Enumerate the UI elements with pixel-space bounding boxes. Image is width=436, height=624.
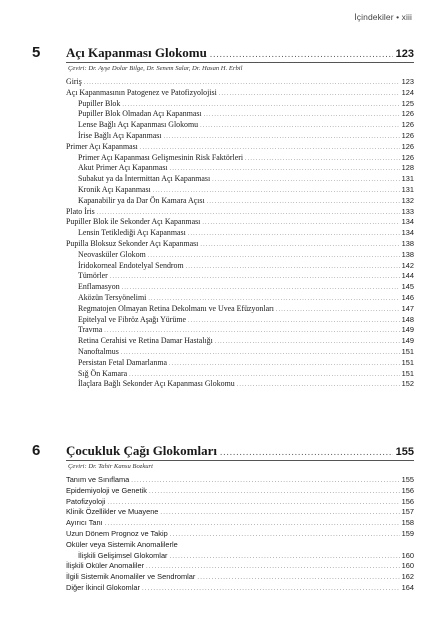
toc-entry-label: Pupilla Bloksuz Sekonder Açı Kapanması (66, 238, 199, 248)
toc-entry[interactable] (66, 207, 414, 218)
toc-entry[interactable] (66, 88, 414, 99)
toc-entry-page: 148 (401, 314, 414, 324)
toc-entry[interactable] (66, 507, 414, 518)
toc-entry-label: Patofizyoloji (66, 496, 106, 506)
toc-entry[interactable] (66, 497, 414, 508)
toc-entry-page: 125 (401, 98, 414, 108)
toc-entry[interactable] (66, 572, 414, 583)
toc-entry-label: Akut Primer Açı Kapanması (78, 163, 168, 173)
toc-entry-page: 124 (401, 87, 414, 97)
chapter-translators: Çeviri: Dr. Ayşe Dolar Bilge, Dr. Senem Salar, Dr. Hasan H. Erbil (68, 65, 243, 72)
toc-entry-label: Plato İris (66, 206, 95, 216)
toc-entry-page: 158 (401, 518, 414, 528)
toc-entry[interactable] (66, 271, 414, 282)
toc-entry-page: 159 (401, 528, 414, 538)
toc-entry[interactable] (66, 315, 414, 326)
toc-entry-label: Pupiller Blok (78, 98, 121, 108)
dot-leader (142, 584, 400, 595)
toc-entry[interactable] (66, 336, 414, 347)
toc-entry-page: 131 (401, 174, 414, 184)
toc-entry-page: 133 (401, 206, 414, 216)
toc-entry-page: 156 (401, 496, 414, 506)
toc-entry-label: Epidemiyoloji ve Genetik (66, 485, 147, 495)
toc-entry-page: 162 (401, 572, 414, 582)
toc-entry-label: İlgili Sistemik Anomaliler ve Sendromlar (66, 572, 196, 582)
chapter-heading (26, 442, 414, 460)
toc-entry[interactable] (66, 551, 414, 562)
toc-entry-page: 138 (401, 249, 414, 259)
toc-entry-page: 160 (401, 550, 414, 560)
toc-entry[interactable] (66, 239, 414, 250)
chapter-title-line[interactable] (66, 443, 414, 459)
toc-entry-label: Sığ Ön Kamara (78, 368, 128, 378)
toc-entry[interactable] (66, 282, 414, 293)
toc-entry-label: Uzun Dönem Prognoz ve Takip (66, 528, 168, 538)
toc-entry-page: 142 (401, 260, 414, 270)
toc-entry[interactable] (66, 529, 414, 540)
toc-entry-label: Açı Kapanmasının Patogenez ve Patofizyolojisi (66, 87, 217, 97)
chapter-title-line[interactable] (66, 45, 414, 61)
toc-entry-label: Retina Cerahisi ve Retina Damar Hastalığı (78, 336, 213, 346)
chapter-number: 5 (32, 44, 41, 61)
toc-entry[interactable] (66, 77, 414, 88)
toc-entry-label: İlişkili Oküler Anomaliler (66, 561, 145, 571)
toc-entry-label: İridokorneal Endotelyal Sendrom (78, 260, 184, 270)
toc-entry-page: 145 (401, 282, 414, 292)
chapter-heading (26, 44, 414, 62)
toc-entry-label: Subakut ya da İntermittan Açı Kapanması (78, 174, 211, 184)
dot-leader (210, 45, 393, 61)
toc-entry-page: 149 (401, 336, 414, 346)
toc-entry-label: Primer Açı Kapanması Gelişmesinin Risk Faktörleri (78, 152, 244, 162)
toc-entry-label: Epitelyal ve Fibröz Aşağı Yürüme (78, 314, 186, 324)
chapter-translators: Çeviri: Dr. Tahir Kansu Bozkurt (68, 463, 153, 470)
toc-entry[interactable] (66, 475, 414, 486)
toc-entry-page: 164 (401, 582, 414, 592)
toc-entry-label: Nanoftalmus (78, 346, 119, 356)
chapter-rule (66, 460, 414, 461)
toc-entries (66, 77, 414, 390)
toc-entry[interactable] (66, 153, 414, 164)
toc-entry-page: 156 (401, 485, 414, 495)
toc-entry[interactable] (66, 228, 414, 239)
chapter-number: 6 (32, 442, 41, 459)
toc-entry-page: 151 (401, 357, 414, 367)
toc-entry[interactable] (66, 304, 414, 315)
toc-entry-label: Enflamasyon (78, 282, 120, 292)
toc-entry-label: Lensin Tetiklediği Açı Kapanması (78, 228, 186, 238)
toc-entry[interactable] (66, 561, 414, 572)
toc-entry[interactable] (66, 217, 414, 228)
chapter-title: Çocukluk Çağı Glokomları (66, 443, 217, 458)
toc-entry-page: 128 (401, 163, 414, 173)
toc-entry[interactable] (66, 120, 414, 131)
toc-entry[interactable] (66, 540, 414, 551)
chapter-5 (26, 44, 414, 389)
toc-entry-label: Aközün Tersyönelimi (78, 292, 147, 302)
toc-entry[interactable] (66, 185, 414, 196)
toc-entry[interactable] (66, 99, 414, 110)
toc-entry-label: Kronik Açı Kapanması (78, 184, 151, 194)
toc-entry[interactable] (66, 347, 414, 358)
chapter-title: Açı Kapanması Glokomu (66, 45, 207, 60)
toc-entry-label: Lense Bağlı Açı Kapanması Glokomu (78, 120, 199, 130)
toc-entry[interactable] (66, 325, 414, 336)
toc-entry-page: 126 (401, 120, 414, 130)
toc-entry[interactable] (66, 174, 414, 185)
toc-entry-label: İlişkili Gelişimsel Glokomlar (78, 550, 168, 560)
toc-entry[interactable] (66, 142, 414, 153)
toc-entry[interactable] (66, 131, 414, 142)
toc-entry-label: Regmatojen Olmayan Retina Dekolmanı ve Uvea Efüzyonları (78, 303, 274, 313)
toc-entry-label: Pupiller Blok ile Sekonder Açı Kapanması (66, 217, 201, 227)
toc-entry[interactable] (66, 583, 414, 594)
toc-entry-page: 138 (401, 238, 414, 248)
toc-entry-label: Pupiller Blok Olmadan Açı Kapanması (78, 109, 202, 119)
toc-entries (66, 475, 414, 594)
toc-entry-label: İrise Bağlı Açı Kapanması (78, 130, 162, 140)
toc-entry-label: Ayırıcı Tanı (66, 518, 103, 528)
toc-entry-page: 126 (401, 152, 414, 162)
toc-entry[interactable] (66, 109, 414, 120)
toc-entry[interactable] (66, 379, 414, 390)
dot-leader (237, 380, 400, 391)
toc-entry-page: 131 (401, 184, 414, 194)
toc-entry-page: 160 (401, 561, 414, 571)
toc-entry-page: 126 (401, 109, 414, 119)
toc-entry-label: Giriş (66, 77, 82, 86)
toc-entry[interactable] (66, 261, 414, 272)
toc-entry-page: 134 (401, 217, 414, 227)
toc-entry-label: Primer Açı Kapanması (66, 141, 138, 151)
toc-entry[interactable] (66, 369, 414, 380)
dot-leader (220, 443, 393, 459)
toc-entry-label: Kapanabilir ya da Dar Ön Kamara Açısı (78, 195, 205, 205)
toc-entry-label: Klinik Özellikler ve Muayene (66, 507, 159, 517)
toc-entry-page: 123 (401, 77, 414, 86)
toc-entry-page: 147 (401, 303, 414, 313)
chapter-rule (66, 62, 414, 63)
toc-entry-page: 134 (401, 228, 414, 238)
toc-entry-page: 132 (401, 195, 414, 205)
toc-entry-page: 126 (401, 141, 414, 151)
toc-entry-page: 144 (401, 271, 414, 281)
toc-entry-label: Neovasküler Glokom (78, 249, 146, 259)
toc-entry-page: 126 (401, 130, 414, 140)
toc-entry-page: 151 (401, 346, 414, 356)
toc-entry-page: 155 (401, 475, 414, 484)
toc-entry[interactable] (66, 293, 414, 304)
toc-entry-page: 146 (401, 292, 414, 302)
chapter-page: 123 (395, 48, 414, 60)
toc-entry-label: Tümörler (78, 271, 108, 281)
toc-entry[interactable] (66, 196, 414, 207)
toc-entry-label: İlaçlara Bağlı Sekonder Açı Kapanması Glokomu (78, 379, 235, 389)
toc-entry-label: Persistan Fetal Damarlanma (78, 357, 167, 367)
running-head: İçindekiler • xiii (354, 12, 412, 22)
toc-entry[interactable] (66, 250, 414, 261)
toc-entry[interactable] (66, 518, 414, 529)
toc-entry-label: Oküler veya Sistemik Anomalilerle (66, 539, 178, 549)
toc-entry[interactable] (66, 358, 414, 369)
toc-entry-label: Diğer İkincil Glokomlar (66, 582, 140, 592)
toc-entry-page: 151 (401, 368, 414, 378)
toc-entry-label: Tanım ve Sınıflama (66, 475, 130, 484)
toc-entry-page: 149 (401, 325, 414, 335)
chapter-6 (26, 442, 414, 592)
chapter-page: 155 (395, 446, 414, 458)
toc-entry-label: Travma (78, 325, 103, 335)
toc-entry-page: 152 (401, 379, 414, 389)
toc-entry[interactable] (66, 486, 414, 497)
toc-entry-page: 157 (401, 507, 414, 517)
toc-entry[interactable] (66, 163, 414, 174)
